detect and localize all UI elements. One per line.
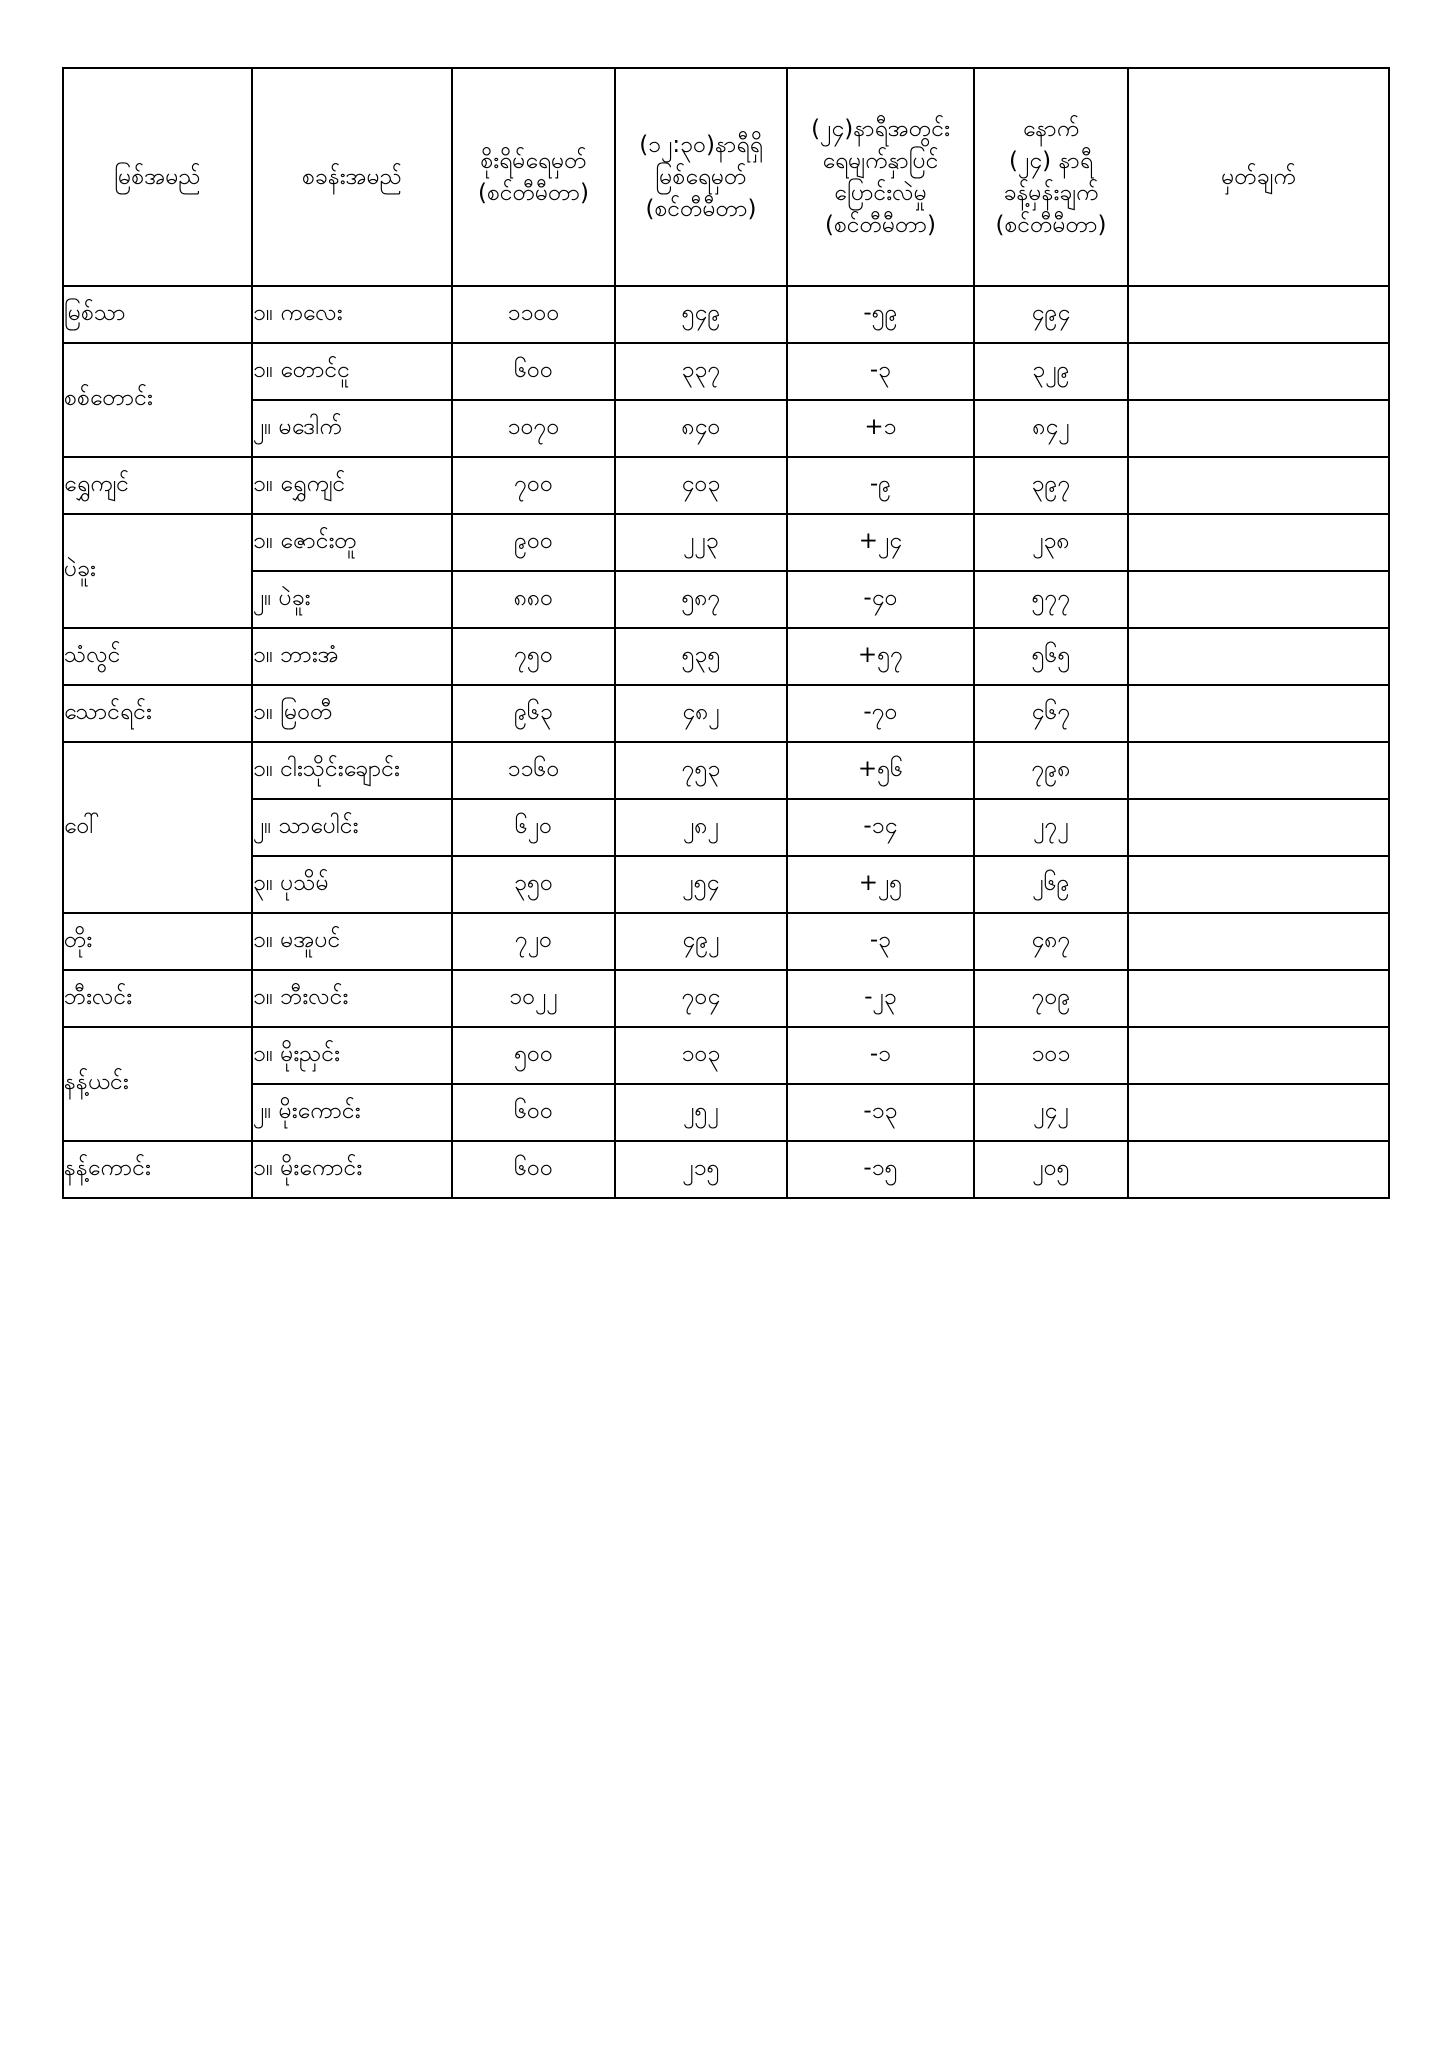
danger-level-cell: ၆၀၀: [452, 1141, 615, 1198]
danger-level-cell: ၈၈၀: [452, 571, 615, 628]
change-cell: -၁၄: [787, 799, 974, 856]
change-cell: -၅၉: [787, 286, 974, 343]
river-cell: မြစ်သာ: [63, 286, 252, 343]
remark-cell: [1128, 628, 1389, 685]
danger-level-cell: ၆၂၀: [452, 799, 615, 856]
station-cell: ၃။ ပုသိမ်: [252, 856, 452, 913]
table-row: [63, 685, 1389, 742]
danger-level-cell: ၇၀၀: [452, 457, 615, 514]
header-change: (၂၄)နာရီအတွင်း ရေမျက်နှာပြင် ပြောင်းလဲမှု (စင်တီမီတာ): [787, 68, 974, 286]
forecast-cell: ၃၂၉: [974, 343, 1128, 400]
danger-level-cell: ၇၂၀: [452, 913, 615, 970]
danger-level-cell: ၉၀၀: [452, 514, 615, 571]
remark-cell: [1128, 856, 1389, 913]
river-cell: ရွှေကျင်: [63, 457, 252, 514]
station-cell: ၂။ မဒေါက်: [252, 400, 452, 457]
change-cell: +၂၅: [787, 856, 974, 913]
station-cell: ၁။ ဘီးလင်း: [252, 970, 452, 1027]
current-level-cell: ၂၁၅: [615, 1141, 787, 1198]
forecast-cell: ၂၄၂: [974, 1084, 1128, 1141]
river-cell: တိုး: [63, 913, 252, 970]
table-row: [63, 856, 1389, 913]
table-row: [63, 400, 1389, 457]
current-level-cell: ၈၄၀: [615, 400, 787, 457]
table-row: [63, 799, 1389, 856]
remark-cell: [1128, 1084, 1389, 1141]
forecast-cell: ၄၈၇: [974, 913, 1128, 970]
remark-cell: [1128, 1141, 1389, 1198]
station-cell: ၁။ ဘားအံ: [252, 628, 452, 685]
station-cell: ၁။ ငါးသိုင်းချောင်း: [252, 742, 452, 799]
table-row: [63, 913, 1389, 970]
current-level-cell: ၂၂၃: [615, 514, 787, 571]
header-current-level: (၁၂:၃၀)နာရီရှိ မြစ်ရေမှတ် (စင်တီမီတာ): [615, 68, 787, 286]
remark-cell: [1128, 343, 1389, 400]
station-cell: ၁။ ဇောင်းတူ: [252, 514, 452, 571]
remark-cell: [1128, 685, 1389, 742]
forecast-cell: ၁၀၁: [974, 1027, 1128, 1084]
danger-level-cell: ၅၀၀: [452, 1027, 615, 1084]
remark-cell: [1128, 799, 1389, 856]
change-cell: -၁: [787, 1027, 974, 1084]
table-row: [63, 571, 1389, 628]
current-level-cell: ၁၀၃: [615, 1027, 787, 1084]
station-cell: ၁။ ရွှေကျင်: [252, 457, 452, 514]
change-cell: +၁: [787, 400, 974, 457]
remark-cell: [1128, 400, 1389, 457]
forecast-cell: ၇၉၈: [974, 742, 1128, 799]
forecast-cell: ၈၄၂: [974, 400, 1128, 457]
remark-cell: [1128, 913, 1389, 970]
document-page: [62, 67, 1390, 1199]
river-cell: သောင်ရင်း: [63, 685, 252, 742]
current-level-cell: ၇၅၃: [615, 742, 787, 799]
station-cell: ၁။ တောင်ငူ: [252, 343, 452, 400]
table-row: [63, 1027, 1389, 1084]
forecast-cell: ၅၇၇: [974, 571, 1128, 628]
river-cell: ဝေါ်: [63, 742, 252, 913]
danger-level-cell: ၆၀၀: [452, 1084, 615, 1141]
danger-level-cell: ၉၆၃: [452, 685, 615, 742]
danger-level-cell: ၁၀၇၀: [452, 400, 615, 457]
danger-level-cell: ၁၁၀၀: [452, 286, 615, 343]
danger-level-cell: ၁၁၆၀: [452, 742, 615, 799]
station-cell: ၂။ ပဲခူး: [252, 571, 452, 628]
forecast-cell: ၂၆၉: [974, 856, 1128, 913]
header-danger-level: စိုးရိမ်ရေမှတ် (စင်တီမီတာ): [452, 68, 615, 286]
forecast-cell: ၃၉၇: [974, 457, 1128, 514]
table-row: [63, 628, 1389, 685]
current-level-cell: ၂၈၂: [615, 799, 787, 856]
header-river: မြစ်အမည်: [63, 68, 252, 286]
remark-cell: [1128, 742, 1389, 799]
river-cell: နန့်ကောင်း: [63, 1141, 252, 1198]
change-cell: -၁၃: [787, 1084, 974, 1141]
forecast-cell: ၅၆၅: [974, 628, 1128, 685]
forecast-cell: ၂၇၂: [974, 799, 1128, 856]
remark-cell: [1128, 571, 1389, 628]
remark-cell: [1128, 286, 1389, 343]
table-row: [63, 1141, 1389, 1198]
header-remark: မှတ်ချက်: [1128, 68, 1389, 286]
danger-level-cell: ၇၅၀: [452, 628, 615, 685]
current-level-cell: ၄၀၃: [615, 457, 787, 514]
current-level-cell: ၄၉၂: [615, 913, 787, 970]
station-cell: ၁။ ကလေး: [252, 286, 452, 343]
danger-level-cell: ၁၀၂၂: [452, 970, 615, 1027]
table-row: [63, 514, 1389, 571]
current-level-cell: ၃၃၇: [615, 343, 787, 400]
danger-level-cell: ၃၅၀: [452, 856, 615, 913]
change-cell: +၅၆: [787, 742, 974, 799]
table-row: [63, 742, 1389, 799]
river-cell: စစ်တောင်း: [63, 343, 252, 457]
river-cell: သံလွင်: [63, 628, 252, 685]
table-header-row: [63, 68, 1389, 286]
header-station: စခန်းအမည်: [252, 68, 452, 286]
current-level-cell: ၄၈၂: [615, 685, 787, 742]
current-level-cell: ၂၅၂: [615, 1084, 787, 1141]
change-cell: -၃: [787, 913, 974, 970]
river-cell: ပဲခူး: [63, 514, 252, 628]
station-cell: ၂။ မိုးကောင်း: [252, 1084, 452, 1141]
table-row: [63, 970, 1389, 1027]
river-level-table: [62, 67, 1390, 1199]
header-forecast: နောက် (၂၄) နာရီ ခန့်မှန်းချက် (စင်တီမီတာ): [974, 68, 1128, 286]
change-cell: +၅၇: [787, 628, 974, 685]
current-level-cell: ၇၀၄: [615, 970, 787, 1027]
table-row: [63, 343, 1389, 400]
table-row: [63, 286, 1389, 343]
change-cell: -၄၀: [787, 571, 974, 628]
table-row: [63, 457, 1389, 514]
change-cell: +၂၄: [787, 514, 974, 571]
forecast-cell: ၂၀၅: [974, 1141, 1128, 1198]
forecast-cell: ၄၉၄: [974, 286, 1128, 343]
remark-cell: [1128, 1027, 1389, 1084]
current-level-cell: ၅၈၇: [615, 571, 787, 628]
station-cell: ၂။ သာပေါင်း: [252, 799, 452, 856]
station-cell: ၁။ မိုးကောင်း: [252, 1141, 452, 1198]
river-cell: ဘီးလင်း: [63, 970, 252, 1027]
current-level-cell: ၅၃၅: [615, 628, 787, 685]
danger-level-cell: ၆၀၀: [452, 343, 615, 400]
river-cell: နန့်ယင်း: [63, 1027, 252, 1141]
change-cell: -၁၅: [787, 1141, 974, 1198]
forecast-cell: ၂၃၈: [974, 514, 1128, 571]
change-cell: -၉: [787, 457, 974, 514]
change-cell: -၇၀: [787, 685, 974, 742]
remark-cell: [1128, 514, 1389, 571]
forecast-cell: ၄၆၇: [974, 685, 1128, 742]
station-cell: ၁။ မိုးညှင်း: [252, 1027, 452, 1084]
station-cell: ၁။ မြဝတီ: [252, 685, 452, 742]
current-level-cell: ၂၅၄: [615, 856, 787, 913]
remark-cell: [1128, 457, 1389, 514]
table-row: [63, 1084, 1389, 1141]
station-cell: ၁။ မအူပင်: [252, 913, 452, 970]
current-level-cell: ၅၄၉: [615, 286, 787, 343]
remark-cell: [1128, 970, 1389, 1027]
change-cell: -၃: [787, 343, 974, 400]
change-cell: -၂၃: [787, 970, 974, 1027]
forecast-cell: ၇၀၉: [974, 970, 1128, 1027]
